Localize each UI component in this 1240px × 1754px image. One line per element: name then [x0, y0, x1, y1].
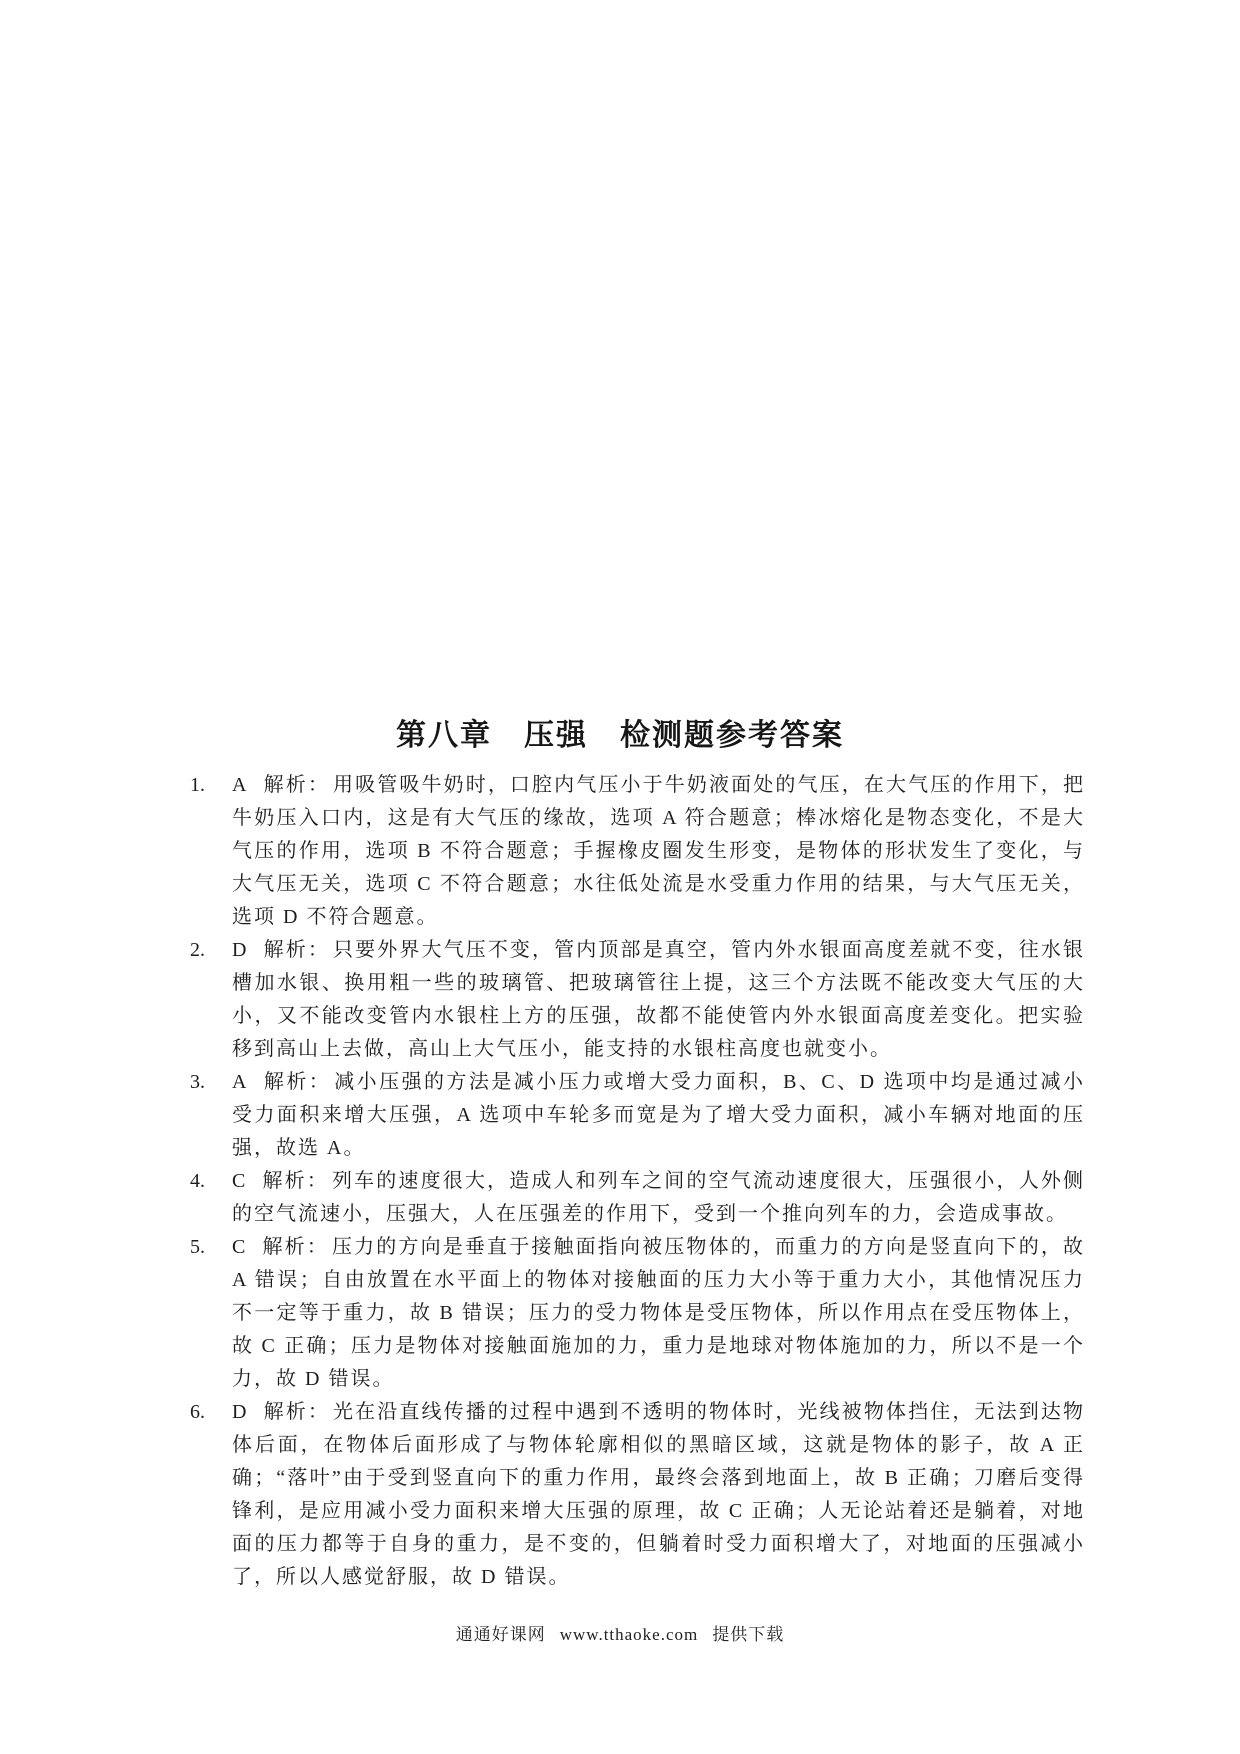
footer-site-name: 通通好课网: [455, 1625, 546, 1644]
analysis-label: 解析：: [263, 939, 330, 961]
page-title: 第八章 压强 检测题参考答案: [396, 719, 844, 752]
answer-letter: A: [232, 1071, 249, 1093]
answer-item-4: [190, 1165, 1085, 1231]
answer-item-1: [190, 769, 1085, 934]
answer-letter: C: [232, 1170, 248, 1192]
item-number: 5.: [190, 1236, 205, 1258]
answer-list: [190, 769, 1085, 1594]
item-body: [232, 1066, 1085, 1165]
item-body: [232, 1231, 1085, 1396]
analysis-label: 解析：: [262, 1236, 329, 1258]
item-body: [232, 1396, 1085, 1594]
analysis-label: 解析：: [263, 1071, 332, 1093]
explanation-text: 列车的速度很大，造成人和列车之间的空气流动速度很大，压强很小，人外侧的空气流速小，压强大，人在压强差的作用下，受到一个推向列车的力，会造成事故。: [232, 1170, 1086, 1225]
explanation-text: 只要外界大气压不变，管内顶部是真空，管内外水银面高度差就不变，往水银槽加水银、换用粗一些的玻璃管、把玻璃管往上提，这三个方法既不能改变大气压的大小，又不能改变管内水银柱上方的压强，故都不能使管内外水银面高度差变化。把实验移到高山上去做，高山上大气压小，能支持的水银柱高度也就变小。: [232, 939, 1086, 1060]
footer-suffix: 提供下载: [712, 1625, 785, 1644]
answer-letter: C: [232, 1236, 248, 1258]
explanation-text: 压力的方向是垂直于接触面指向被压物体的，而重力的方向是竖直向下的，故 A 错误；自由放置在水平面上的物体对接触面的压力大小等于重力大小，其他情况压力不一定等于重力，故 B 错误；压力的受力物体是受压物体，所以作用点在受压物体上，故 C 正确；压力是物体对接触面施加的力，重力是地球对物体施加的力，所以不是一个力，故 D 错误。: [232, 1236, 1086, 1390]
footer-url: www.tthaoke.com: [559, 1625, 699, 1644]
item-number: 3.: [190, 1071, 205, 1093]
item-body: [232, 1165, 1085, 1231]
answer-item-2: [190, 934, 1085, 1066]
analysis-label: 解析：: [263, 774, 330, 796]
explanation-text: 减小压强的方法是减小压力或增大受力面积，B、C、D 选项中均是通过减小受力面积来增大压强，A 选项中车轮多而宽是为了增大受力面积，减小车辆对地面的压强，故选 A。: [232, 1071, 1086, 1159]
page-footer: [0, 1622, 1240, 1648]
item-number: 2.: [190, 939, 205, 961]
item-number: 6.: [190, 1401, 205, 1423]
answer-letter: D: [232, 1401, 249, 1423]
answer-item-5: [190, 1231, 1085, 1396]
item-body: [232, 934, 1085, 1066]
item-body: [232, 769, 1085, 934]
analysis-label: 解析：: [263, 1401, 330, 1423]
answer-item-3: [190, 1066, 1085, 1165]
analysis-label: 解析：: [262, 1170, 329, 1192]
answer-letter: D: [232, 939, 249, 961]
explanation-text: 用吸管吸牛奶时，口腔内气压小于牛奶液面处的气压，在大气压的作用下，把牛奶压入口内，这是有大气压的缘故，选项 A 符合题意；棒冰熔化是物态变化，不是大气压的作用，选项 B 不符合题意；手握橡皮圈发生形变，是物体的形状发生了变化，与大气压无关，选项 C 不符合题意；水往低处流是水受重力作用的结果，与大气压无关，选项 D 不符合题意。: [232, 774, 1086, 928]
explanation-text: 光在沿直线传播的过程中遇到不透明的物体时，光线被物体挡住，无法到达物体后面，在物体后面形成了与物体轮廓相似的黑暗区域，这就是物体的影子，故 A 正确；“落叶”由于受到竖直向下的重力作用，最终会落到地面上，故 B 正确；刀磨后变得锋利，是应用减小受力面积来增大压强的原理，故 C 正确；人无论站着还是躺着，对地面的压力都等于自身的重力，是不变的，但躺着时受力面积增大了，对地面的压强减小了，所以人感觉舒服，故 D 错误。: [232, 1401, 1086, 1588]
answer-item-6: [190, 1396, 1085, 1594]
answer-letter: A: [232, 774, 249, 796]
item-number: 4.: [190, 1170, 205, 1192]
item-number: 1.: [190, 774, 205, 796]
